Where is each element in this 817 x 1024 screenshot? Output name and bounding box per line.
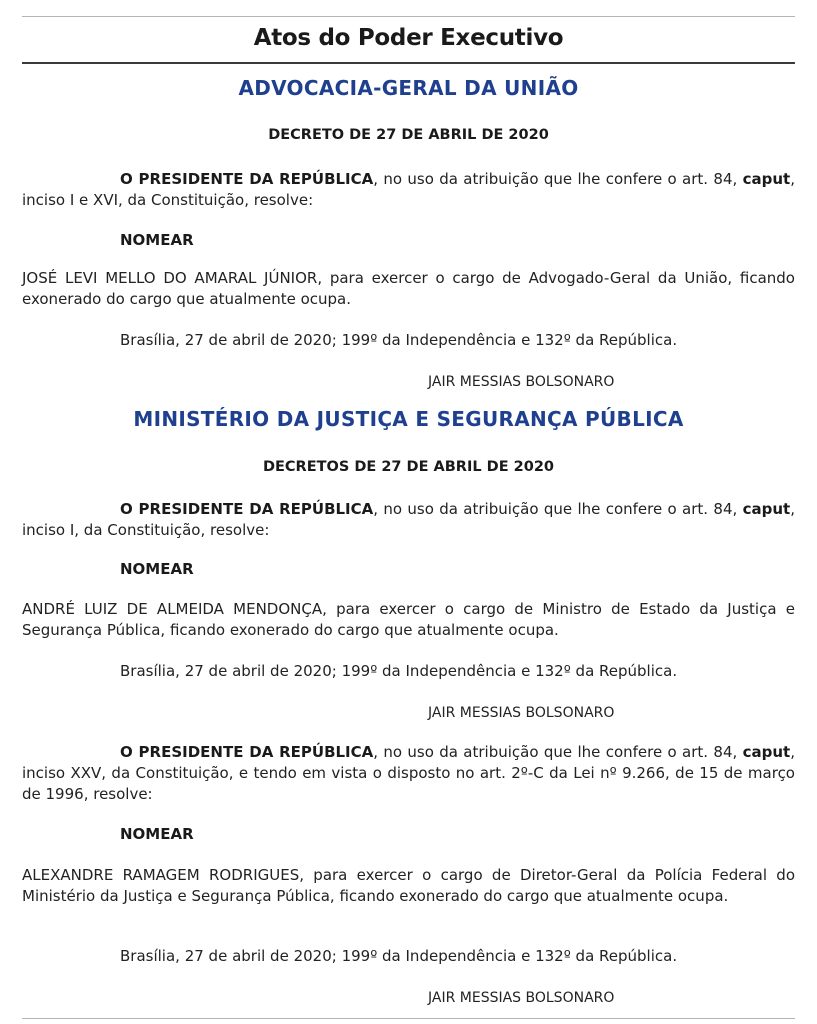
preamble-bold: O PRESIDENTE DA REPÚBLICA [120, 170, 374, 188]
preamble-text: , inciso I, da Constituição, resolve: [22, 500, 795, 539]
top-divider [22, 16, 795, 17]
action-nomear: NOMEAR [120, 560, 194, 578]
appointment-paragraph: ALEXANDRE RAMAGEM RODRIGUES, para exercer o cargo de Diretor-Geral da Polícia Federal do Ministério da Justiça e Segurança Pública, ficando exonerado do cargo que atualmente ocupa. [22, 866, 795, 905]
appointment-paragraph: ANDRÉ LUIZ DE ALMEIDA MENDONÇA, para exercer o cargo de Ministro de Estado da Justiça e Segurança Pública, ficando exonerado do cargo que atualmente ocupa. [22, 600, 795, 639]
preamble-caput: caput [742, 743, 791, 761]
organ-heading-mjsp: MINISTÉRIO DA JUSTIÇA E SEGURANÇA PÚBLICA [133, 407, 684, 431]
preamble-text: , inciso I e XVI, da Constituição, resolve: [22, 170, 795, 209]
date-line: Brasília, 27 de abril de 2020; 199º da Independência e 132º da República. [120, 947, 678, 965]
preamble-text: , no uso da atribuição que lhe confere o art. 84, [373, 170, 743, 188]
date-line: Brasília, 27 de abril de 2020; 199º da Independência e 132º da República. [120, 662, 678, 680]
title-divider [22, 62, 795, 64]
preamble-text: , no uso da atribuição que lhe confere o art. 84, [373, 500, 743, 518]
signature: JAIR MESSIAS BOLSONARO [428, 374, 615, 390]
organ-heading-agu: ADVOCACIA-GERAL DA UNIÃO [238, 76, 579, 100]
appointment-paragraph: JOSÉ LEVI MELLO DO AMARAL JÚNIOR, para exercer o cargo de Advogado-Geral da União, ficando exonerado do cargo que atualmente ocupa. [22, 269, 795, 308]
signature: JAIR MESSIAS BOLSONARO [428, 705, 615, 721]
action-nomear: NOMEAR [120, 231, 194, 249]
preamble-text: , no uso da atribuição que lhe confere o art. 84, [373, 743, 743, 761]
date-line: Brasília, 27 de abril de 2020; 199º da Independência e 132º da República. [120, 331, 678, 349]
decree-title: DECRETO DE 27 DE ABRIL DE 2020 [268, 127, 549, 143]
preamble-bold: O PRESIDENTE DA REPÚBLICA [120, 500, 374, 518]
page-title: Atos do Poder Executivo [253, 25, 564, 51]
preamble-caput: caput [742, 170, 791, 188]
preamble-paragraph [22, 742, 795, 805]
preamble-bold: O PRESIDENTE DA REPÚBLICA [120, 743, 374, 761]
preamble-text: , inciso XXV, da Constituição, e tendo em vista o disposto no art. 2º-C da Lei nº 9.266, de 15 de março de 1996, resolve: [22, 743, 795, 803]
preamble-paragraph [22, 499, 795, 541]
action-nomear: NOMEAR [120, 825, 194, 843]
preamble-caput: caput [742, 500, 791, 518]
signature: JAIR MESSIAS BOLSONARO [428, 990, 615, 1006]
bottom-divider [22, 1018, 795, 1019]
decree-title: DECRETOS DE 27 DE ABRIL DE 2020 [262, 459, 555, 475]
preamble-paragraph [22, 169, 795, 211]
